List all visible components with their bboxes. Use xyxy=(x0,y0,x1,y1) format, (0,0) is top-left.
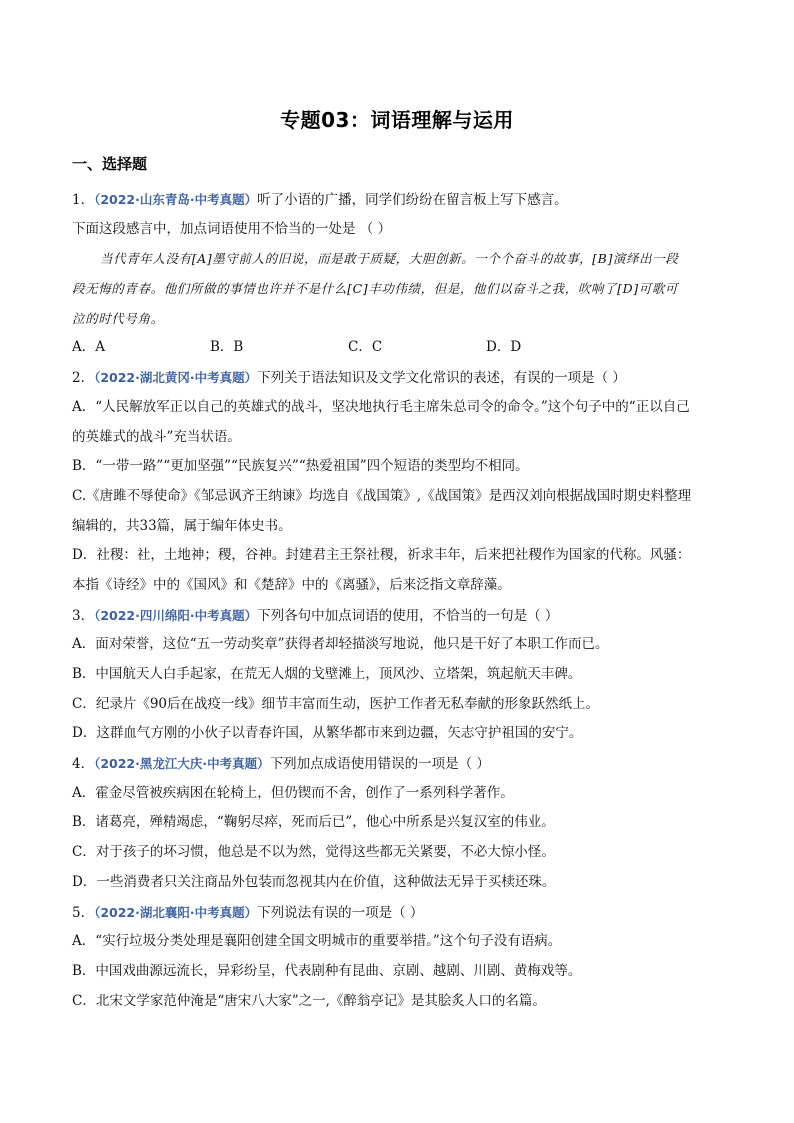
document-title: 专题03：词语理解与运用 xyxy=(280,108,514,132)
section-heading: 一、选择题 xyxy=(72,155,148,173)
q1-option-c: C．C xyxy=(348,339,383,356)
q1-passage-line: 泣的时代号角。 xyxy=(72,310,164,326)
q1-number: 1． xyxy=(72,192,95,208)
q1-option-a: A．A xyxy=(72,339,105,356)
q2-stem: 下列关于语法知识及文学文化常识的表述，有误的一项是（ ） xyxy=(257,370,626,387)
q5-option-line: B．中国戏曲源远流长，异彩纷呈，代表剧种有昆曲、京剧、越剧、川剧、黄梅戏等。 xyxy=(72,962,582,979)
q1-option-d: D．D xyxy=(486,339,522,356)
q3-option-line: C．纪录片《90后在战疫一线》细节丰富而生动，医护工作者无私奉献的形象跃然纸上。 xyxy=(72,695,600,712)
q4-option-line: C．对于孩子的坏习惯，他总是不以为然，觉得这些都无关紧要，不必大惊小怪。 xyxy=(72,844,555,861)
q2-source: （2022·湖北黄冈·中考真题） xyxy=(94,370,258,386)
q2-option-line: 的英雄式的战斗”充当状语。 xyxy=(72,428,241,445)
q2-option-line: B．“一带一路”“更加坚强”“民族复兴”“热爱祖国”四个短语的类型均不相同。 xyxy=(72,458,529,475)
q3-stem: 下列各句中加点词语的使用，不恰当的一句是（ ） xyxy=(257,607,559,624)
q3-option-line: D．这群血气方刚的小伙子以青春许国，从繁华都市来到边疆，矢志守护祖国的安宁。 xyxy=(72,725,583,742)
q1-option-b: B．B xyxy=(210,339,244,356)
q4-header xyxy=(72,749,724,779)
question-list xyxy=(72,185,724,1016)
q2-number: 2． xyxy=(72,370,95,387)
q4-source: （2022·黑龙江大庆·中考真题） xyxy=(94,756,270,772)
q3-number: 3． xyxy=(72,607,95,624)
q1-header xyxy=(72,185,724,215)
q1-options xyxy=(72,333,724,363)
q5-source: （2022·湖北襄阳·中考真题） xyxy=(94,904,258,920)
q3-source: （2022·四川绵阳·中考真题） xyxy=(94,607,258,623)
q3-header xyxy=(72,601,724,631)
q2-option-line: D．社稷：社，土地神；稷，谷神。封建君主王祭社稷，祈求丰年，后来把社稷作为国家的代称。风骚： xyxy=(72,547,691,564)
q1-source: （2022·山东青岛·中考真题） xyxy=(94,192,258,207)
q3-option-line: B．中国航天人白手起家，在荒无人烟的戈壁滩上，顶风沙、立塔架，筑起航天丰碑。 xyxy=(72,666,582,682)
q1-passage-line: 段无悔的青春。他们所做的事情也许并不是什么[C]丰功伟绩，但是，他们以奋斗之我，吹响了[D]可歌可 xyxy=(72,281,678,297)
q2-header xyxy=(72,363,724,393)
q3-option-line: A．面对荣誉，这位“五一劳动奖章”获得者却轻描淡写地说，他只是干好了本职工作而已。 xyxy=(72,636,609,653)
q5-option-line: C．北宋文学家范仲淹是“唐宋八大家”之一,《醉翁亭记》是其脍炙人口的名篇。 xyxy=(72,992,546,1009)
q2-option-line: 编辑的，共33篇，属于编年体史书。 xyxy=(72,517,292,534)
q1-passage-line: 当代青年人没有[A]墨守前人的旧说，而是敢于质疑，大胆创新。一个个奋斗的故事，[B]演绎出一段 xyxy=(100,251,679,267)
q5-header xyxy=(72,898,724,928)
q5-stem: 下列说法有误的一项是（ ） xyxy=(257,904,424,921)
q4-option-line: A．霍金尽管被疾病困在轮椅上，但仍锲而不舍，创作了一系列科学著作。 xyxy=(72,784,514,801)
q4-stem: 下列加点成语使用错误的一项是（ ） xyxy=(269,756,490,773)
q4-number: 4． xyxy=(72,756,95,773)
q2-option-line: C.《唐雎不辱使命》《邹忌讽齐王纳谏》均选自《战国策》,《战国策》是西汉刘向根据战国时期史料整理 xyxy=(72,487,692,504)
q4-option-line: B．诸葛亮，殚精竭虑，“鞠躬尽瘁，死而后已”，他心中所系是兴复汉室的伟业。 xyxy=(72,814,555,831)
q1-prompt: 下面这段感言中，加点词语使用不恰当的一处是 （ ） xyxy=(72,220,392,237)
q1-stem: 听了小语的广播，同学们纷纷在留言板上写下感言。 xyxy=(257,192,568,208)
q2-option-line: A．“人民解放军正以自己的英雄式的战斗，坚决地执行毛主席朱总司令的命令。”这个句子中的“正以自己 xyxy=(72,398,690,415)
q5-option-line: A．“实行垃圾分类处理是襄阳创建全国文明城市的重要举措。”这个句子没有语病。 xyxy=(72,933,562,950)
q4-option-line: D．一些消费者只关注商品外包装而忽视其内在价值，这种做法无异于买椟还珠。 xyxy=(72,873,556,890)
q5-number: 5． xyxy=(72,904,95,921)
q2-option-line: 本指《诗经》中的《国风》和《楚辞》中的《离骚》，后来泛指文章辞藻。 xyxy=(72,576,511,593)
